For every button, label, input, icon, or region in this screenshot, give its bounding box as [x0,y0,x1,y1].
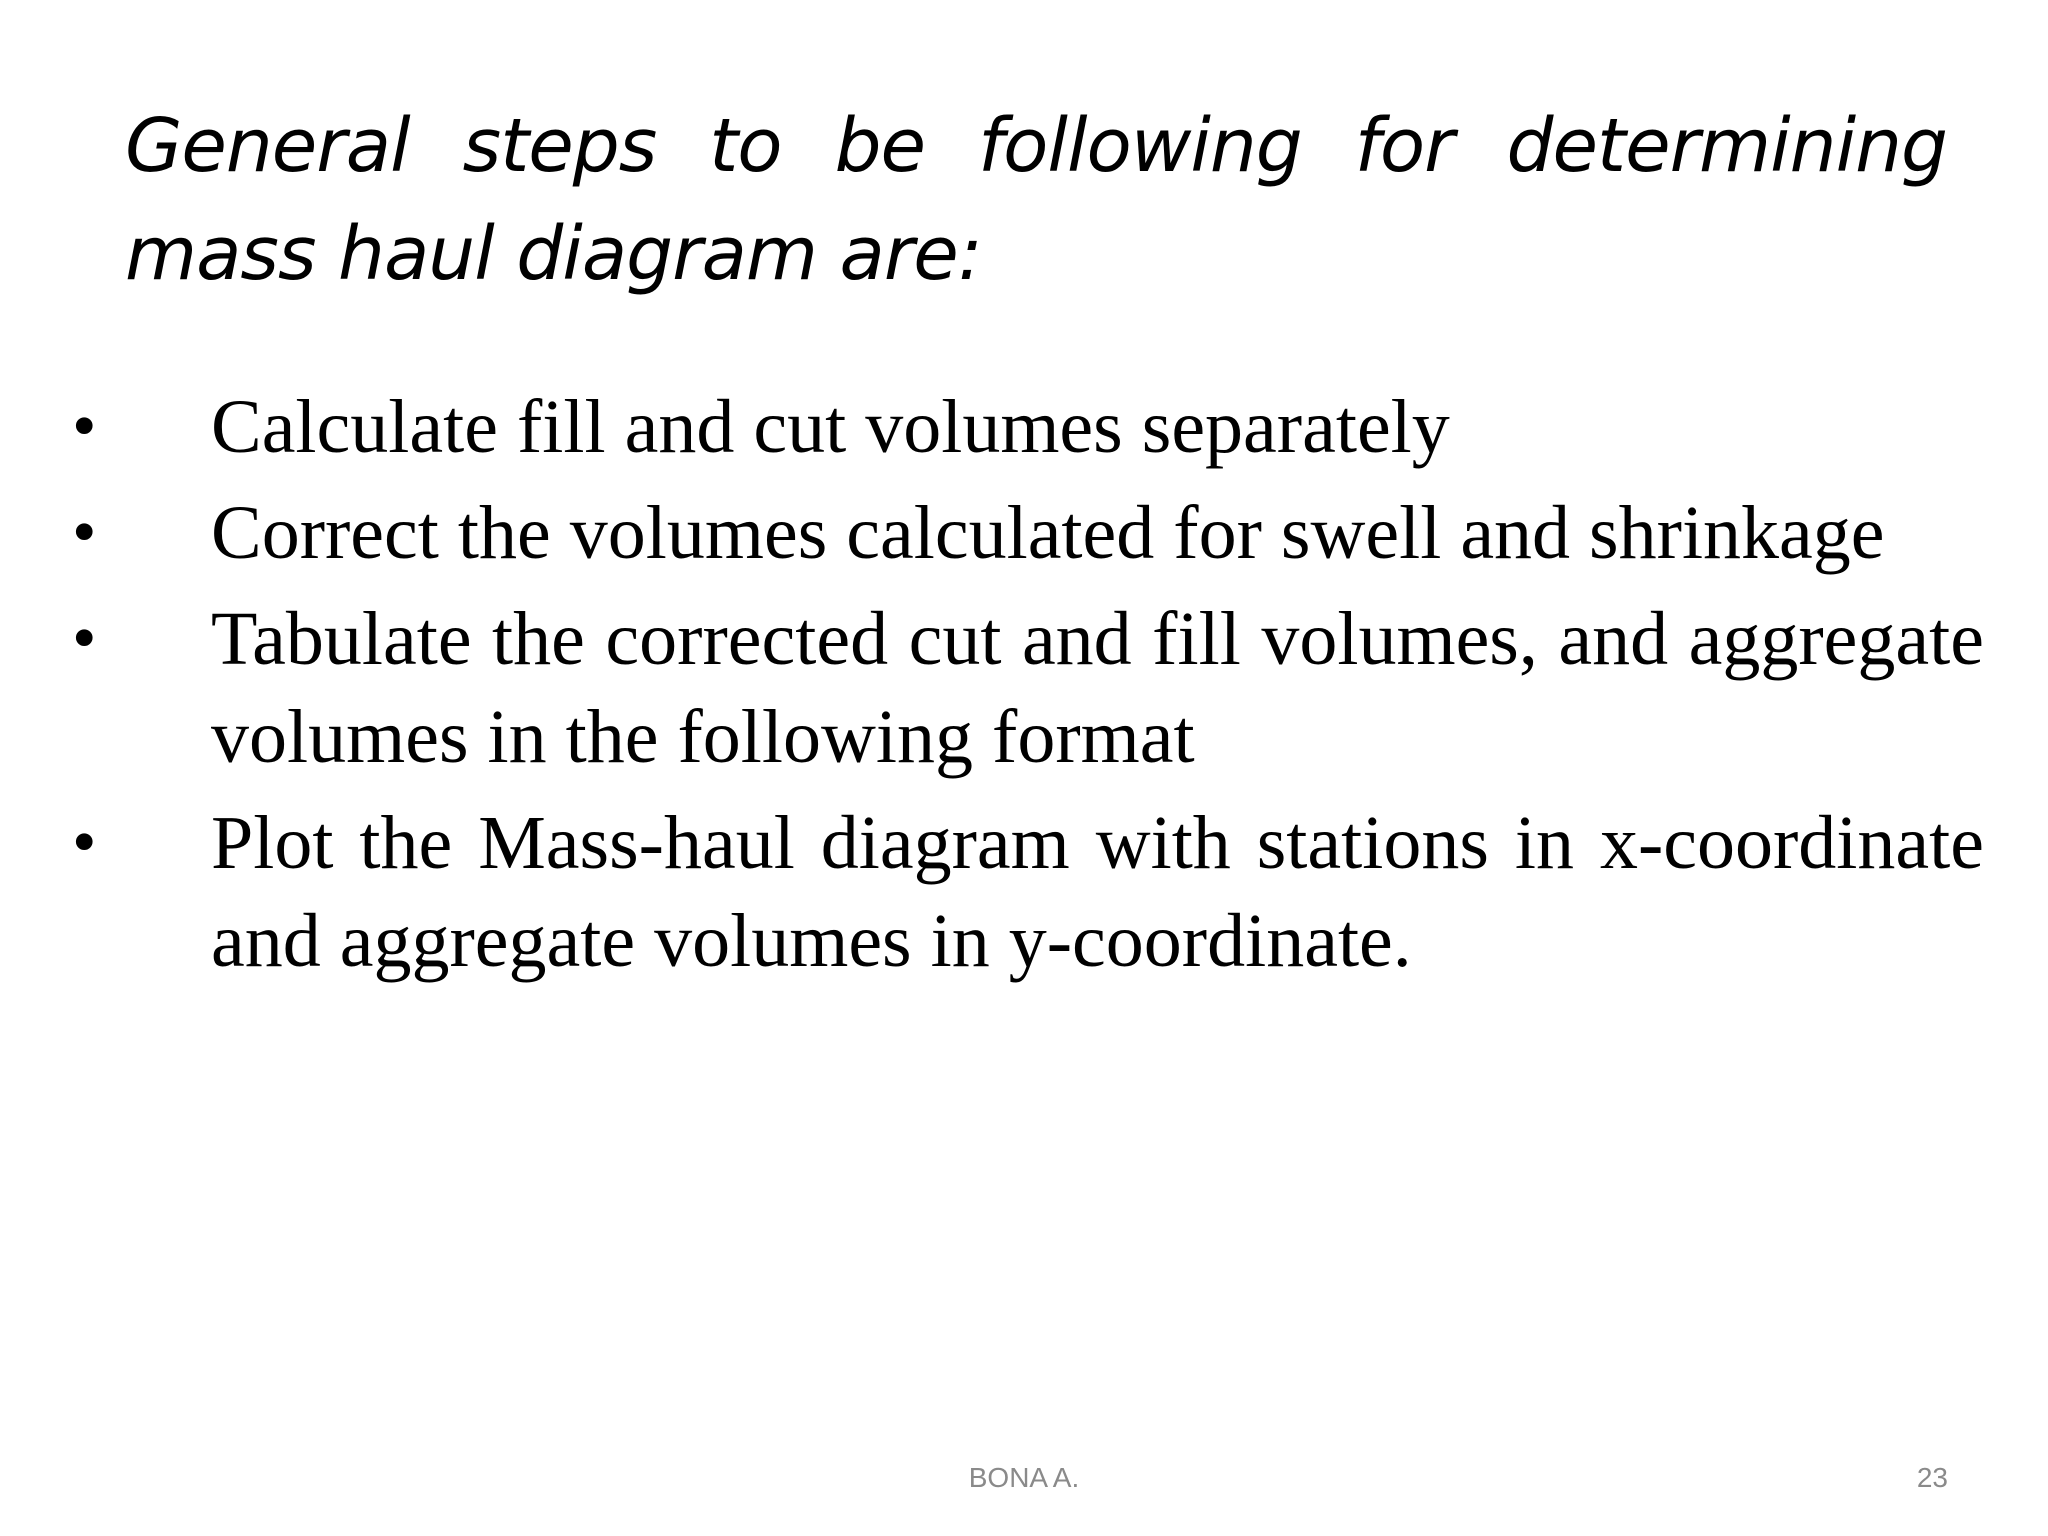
bullet-text: Calculate fill and cut volumes separately [211,385,1450,469]
bullet-text: Plot the Mass-haul diagram with stations in x-coordinate and aggregate volumes in y-coordinate. [211,801,1984,983]
slide-title: General steps to be following for determining mass haul diagram are: [125,103,1947,297]
bullet-dot-icon: • [72,494,97,571]
list-item [0,378,2048,476]
bullet-list [0,378,2048,998]
list-item [0,484,2048,582]
footer-author: BONA A. [968,1462,1080,1493]
bullet-dot-icon: • [72,804,97,881]
list-item [0,590,2048,786]
bullet-dot-icon: • [72,600,97,677]
bullet-text: Tabulate the corrected cut and fill volumes, and aggregate volumes in the following format [211,597,1984,779]
list-item [0,794,2048,990]
bullet-dot-icon: • [72,388,97,465]
page-number: 23 [1916,1462,1948,1493]
bullet-text: Correct the volumes calculated for swell and shrinkage [211,491,1885,575]
